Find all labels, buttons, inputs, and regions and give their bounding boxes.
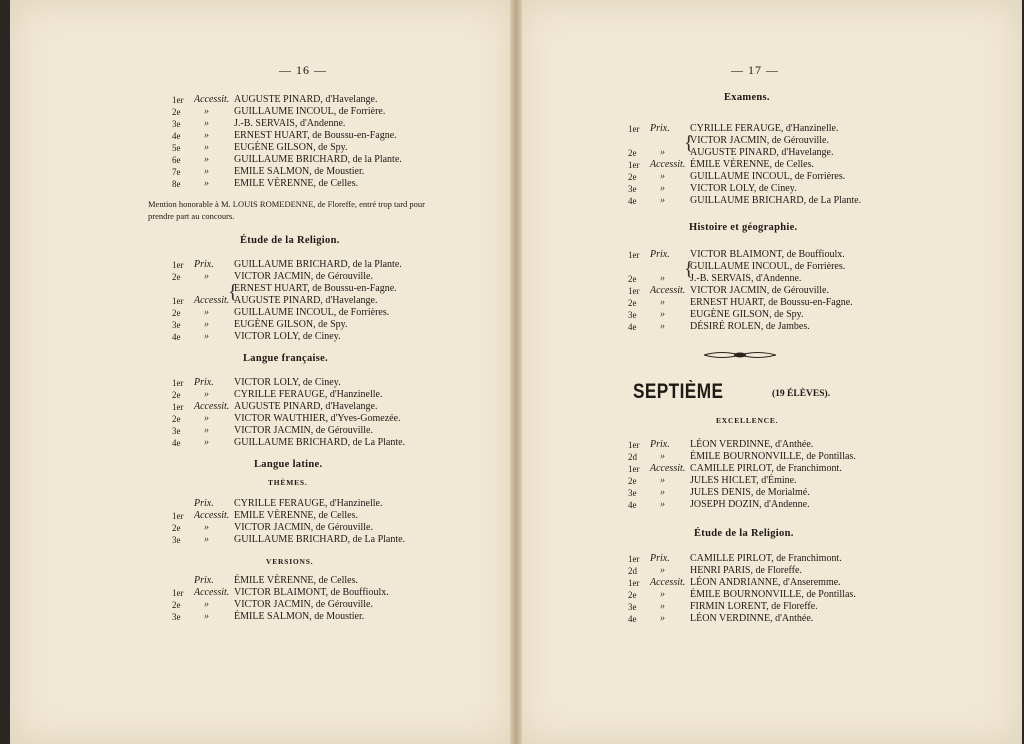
prize-name: VICTOR BLAIMONT, de Bouffioulx.: [234, 587, 389, 598]
prize-name: VICTOR JACMIN, de Gérouville.: [234, 599, 373, 610]
prize-rank: 2e: [172, 600, 181, 610]
prize-name: VICTOR JACMIN, de Gérouville.: [234, 271, 373, 282]
heading-themes: THÈMES.: [268, 478, 308, 487]
heading-religion-left: Étude de la Religion.: [240, 235, 340, 246]
prize-kind: »: [660, 487, 665, 498]
prize-name: GUILLAUME INCOUL, de Forrière.: [234, 106, 386, 117]
prize-rank: 2e: [628, 148, 637, 158]
prize-kind: »: [204, 599, 209, 610]
prize-rank: 2e: [172, 308, 181, 318]
prize-kind: »: [204, 307, 209, 318]
prize-rank: 3e: [172, 535, 181, 545]
prize-name: ERNEST HUART, de Boussu-en-Fagne.: [234, 130, 397, 141]
prize-kind: »: [660, 589, 665, 600]
prize-rank: 4e: [172, 332, 181, 342]
prize-rank: 3e: [172, 320, 181, 330]
prize-name: J.-B. SERVAIS, d'Andenne.: [690, 273, 802, 284]
prize-kind: »: [660, 183, 665, 194]
page-number-left: — 16 —: [279, 63, 327, 77]
prize-rank: 4e: [172, 438, 181, 448]
prize-rank: 3e: [628, 602, 637, 612]
prize-kind: Prix.: [194, 498, 214, 509]
prize-name: EUGÈNE GILSON, de Spy.: [234, 319, 348, 330]
heading-histoire: Histoire et géographie.: [689, 222, 798, 233]
prize-kind: »: [204, 389, 209, 400]
prize-name: AUGUSTE PINARD, d'Havelange.: [690, 147, 834, 158]
book-gutter: [510, 0, 522, 744]
heading-examens: Examens.: [724, 92, 770, 103]
prize-rank: 3e: [628, 488, 637, 498]
prize-kind: »: [660, 309, 665, 320]
prize-name: VICTOR JACMIN, de Gérouville.: [234, 425, 373, 436]
prize-kind: »: [660, 475, 665, 486]
prize-rank: 1er: [628, 250, 640, 260]
prize-name: GUILLAUME BRICHARD, de La Plante.: [234, 534, 406, 545]
prize-name: CAMILLE PIRLOT, de Franchimont.: [690, 463, 842, 474]
prize-name: LÉON VERDINNE, d'Anthée.: [690, 613, 814, 624]
prize-rank: 4e: [628, 614, 637, 624]
prize-kind: »: [204, 118, 209, 129]
prize-name: GUILLAUME BRICHARD, de la Plante.: [234, 154, 402, 165]
prize-name: JULES HICLET, d'Émine.: [690, 475, 797, 486]
prize-rank: 3e: [172, 612, 181, 622]
mention-line-2: prendre part au concours.: [148, 211, 235, 221]
prize-rank: 2e: [172, 523, 181, 533]
prize-name: GUILLAUME INCOUL, de Forrières.: [690, 171, 846, 182]
prize-kind: Accessit.: [650, 285, 686, 296]
prize-kind: Prix.: [650, 439, 670, 450]
prize-kind: Accessit.: [194, 295, 230, 306]
prize-name: VICTOR WAUTHIER, d'Yves-Gomezée.: [234, 413, 401, 424]
prize-rank: 1er: [628, 578, 640, 588]
prize-rank: 1er: [172, 260, 184, 270]
prize-kind: »: [204, 425, 209, 436]
prize-kind: Accessit.: [650, 577, 686, 588]
prize-name: JOSEPH DOZIN, d'Andenne.: [690, 499, 810, 510]
prize-name: GUILLAUME BRICHARD, de la Plante.: [234, 259, 402, 270]
prize-rank: 3e: [172, 426, 181, 436]
prize-kind: »: [204, 178, 209, 189]
prize-kind: Prix.: [650, 249, 670, 260]
prize-kind: Accessit.: [650, 463, 686, 474]
prize-name: GUILLAUME INCOUL, de Forrières.: [234, 307, 390, 318]
prize-name: HENRI PARIS, de Floreffe.: [690, 565, 802, 576]
prize-rank: 1er: [628, 554, 640, 564]
page-number-right: — 17 —: [731, 63, 779, 77]
prize-kind: »: [204, 106, 209, 117]
prize-kind: »: [204, 271, 209, 282]
prize-name: ÉMILE SALMON, de Moustier.: [234, 611, 365, 622]
prize-kind: »: [204, 130, 209, 141]
prize-name: EUGÈNE GILSON, de Spy.: [690, 309, 804, 320]
prize-kind: »: [660, 565, 665, 576]
prize-kind: Prix.: [194, 377, 214, 388]
heading-versions: VERSIONS.: [266, 557, 314, 566]
prize-kind: Accessit.: [194, 510, 230, 521]
prize-kind: »: [204, 611, 209, 622]
prize-kind: »: [660, 451, 665, 462]
prize-name: LÉON VERDINNE, d'Anthée.: [690, 439, 814, 450]
prize-rank: 5e: [172, 143, 181, 153]
prize-kind: »: [204, 413, 209, 424]
prize-name: AUGUSTE PINARD, d'Havelange.: [234, 295, 378, 306]
heading-excellence: EXCELLENCE.: [716, 416, 779, 425]
prize-rank: 2e: [628, 298, 637, 308]
brace-right-examens: {: [684, 132, 694, 154]
prize-kind: »: [660, 321, 665, 332]
prize-kind: »: [204, 522, 209, 533]
prize-name: ÉMILE BOURNONVILLE, de Pontillas.: [690, 451, 856, 462]
prize-name: EUGÈNE GILSON, de Spy.: [234, 142, 348, 153]
prize-rank: 1er: [172, 588, 184, 598]
prize-name: JULES DENIS, de Morialmé.: [690, 487, 810, 498]
prize-kind: »: [204, 166, 209, 177]
prize-rank: 3e: [628, 184, 637, 194]
prize-rank: 2e: [628, 590, 637, 600]
prize-rank: 4e: [172, 131, 181, 141]
prize-rank: 4e: [628, 196, 637, 206]
prize-name: CYRILLE FERAUGE, d'Hanzinelle.: [234, 498, 383, 509]
right-page: [516, 0, 1022, 744]
prize-kind: »: [660, 601, 665, 612]
prize-name: ÉMILE VÈRENNE, de Celles.: [234, 575, 358, 586]
prize-name: ERNEST HUART, de Boussu-en-Fagne.: [234, 283, 397, 294]
prize-kind: Accessit.: [194, 587, 230, 598]
prize-rank: 1er: [628, 286, 640, 296]
prize-rank: 1er: [172, 378, 184, 388]
prize-kind: Prix.: [194, 575, 214, 586]
prize-name: VICTOR LOLY, de Ciney.: [690, 183, 797, 194]
prize-kind: Prix.: [650, 553, 670, 564]
heading-francaise: Langue française.: [243, 353, 329, 364]
prize-kind: Accessit.: [194, 401, 230, 412]
prize-name: J.-B. SERVAIS, d'Andenne.: [234, 118, 346, 129]
prize-rank: 2e: [172, 107, 181, 117]
mention-line-1: Mention honorable à M. LOUIS ROMEDENNE, de Floreffe, entré trop tard pour: [148, 199, 425, 209]
prize-name: ÉMILE VÈRENNE, de Celles.: [690, 159, 814, 170]
prize-kind: »: [660, 171, 665, 182]
prize-name: GUILLAUME BRICHARD, de La Plante.: [690, 195, 862, 206]
prize-rank: 7e: [172, 167, 181, 177]
prize-rank: 2d: [628, 452, 637, 462]
prize-kind: »: [660, 147, 665, 158]
prize-kind: »: [204, 319, 209, 330]
prize-rank: 2e: [628, 274, 637, 284]
prize-kind: »: [660, 195, 665, 206]
prize-rank: 2e: [172, 414, 181, 424]
ornament-divider: [702, 349, 778, 361]
prize-rank: 4e: [628, 500, 637, 510]
prize-name: VICTOR JACMIN, de Gérouville.: [234, 522, 373, 533]
prize-name: EMILE SALMON, de Moustier.: [234, 166, 365, 177]
prize-name: CYRILLE FERAUGE, d'Hanzinelle.: [234, 389, 383, 400]
prize-name: AUGUSTE PINARD, d'Havelange.: [234, 401, 378, 412]
prize-kind: Accessit.: [194, 94, 230, 105]
prize-name: GUILLAUME BRICHARD, de La Plante.: [234, 437, 406, 448]
prize-kind: »: [204, 534, 209, 545]
prize-name: GUILLAUME INCOUL, de Forrières.: [690, 261, 846, 272]
prize-name: ÉMILE BOURNONVILLE, de Pontillas.: [690, 589, 856, 600]
prize-kind: »: [204, 331, 209, 342]
prize-kind: Prix.: [650, 123, 670, 134]
prize-rank: 1er: [628, 124, 640, 134]
prize-rank: 1er: [628, 464, 640, 474]
prize-kind: Accessit.: [650, 159, 686, 170]
prize-kind: »: [660, 613, 665, 624]
heading-septieme: SEPTIÈME: [633, 380, 724, 403]
prize-rank: 2d: [628, 566, 637, 576]
prize-rank: 3e: [172, 119, 181, 129]
prize-name: LÉON ANDRIANNE, d'Anseremme.: [690, 577, 841, 588]
prize-rank: 1er: [628, 440, 640, 450]
heading-religion-right: Étude de la Religion.: [694, 528, 794, 539]
prize-kind: »: [204, 154, 209, 165]
prize-name: VICTOR BLAIMONT, de Bouffioulx.: [690, 249, 845, 260]
prize-rank: 1er: [628, 160, 640, 170]
prize-name: VICTOR LOLY, de Ciney.: [234, 331, 341, 342]
prize-name: AUGUSTE PINARD, d'Havelange.: [234, 94, 378, 105]
prize-rank: 3e: [628, 310, 637, 320]
prize-kind: »: [204, 142, 209, 153]
prize-rank: 2e: [172, 272, 181, 282]
prize-name: DÉSIRÉ ROLEN, de Jambes.: [690, 321, 810, 332]
prize-name: VICTOR JACMIN, de Gérouville.: [690, 135, 829, 146]
prize-rank: 8e: [172, 179, 181, 189]
prize-name: EMILE VÈRENNE, de Celles.: [234, 178, 358, 189]
prize-rank: 2e: [628, 476, 637, 486]
prize-name: FIRMIN LORENT, de Floreffe.: [690, 601, 818, 612]
prize-name: CAMILLE PIRLOT, de Franchimont.: [690, 553, 842, 564]
prize-name: VICTOR LOLY, de Ciney.: [234, 377, 341, 388]
prize-rank: 2e: [628, 172, 637, 182]
prize-kind: Prix.: [194, 259, 214, 270]
brace-left-religion: {: [228, 281, 238, 303]
brace-right-histoire: {: [684, 258, 694, 280]
prize-kind: »: [660, 273, 665, 284]
prize-kind: »: [660, 499, 665, 510]
prize-name: ERNEST HUART, de Boussu-en-Fagne.: [690, 297, 853, 308]
prize-kind: »: [204, 437, 209, 448]
prize-name: CYRILLE FERAUGE, d'Hanzinelle.: [690, 123, 839, 134]
prize-rank: 2e: [172, 390, 181, 400]
prize-name: VICTOR JACMIN, de Gérouville.: [690, 285, 829, 296]
prize-rank: 1er: [172, 402, 184, 412]
prize-rank: 6e: [172, 155, 181, 165]
heading-latine: Langue latine.: [254, 459, 323, 470]
prize-rank: 1er: [172, 95, 184, 105]
prize-rank: 1er: [172, 296, 184, 306]
septieme-count: (19 ÉLÈVES).: [772, 389, 831, 399]
prize-kind: »: [660, 297, 665, 308]
prize-rank: 1er: [172, 511, 184, 521]
mention-honorable: [148, 198, 468, 222]
prize-name: EMILE VÈRENNE, de Celles.: [234, 510, 358, 521]
prize-rank: 4e: [628, 322, 637, 332]
